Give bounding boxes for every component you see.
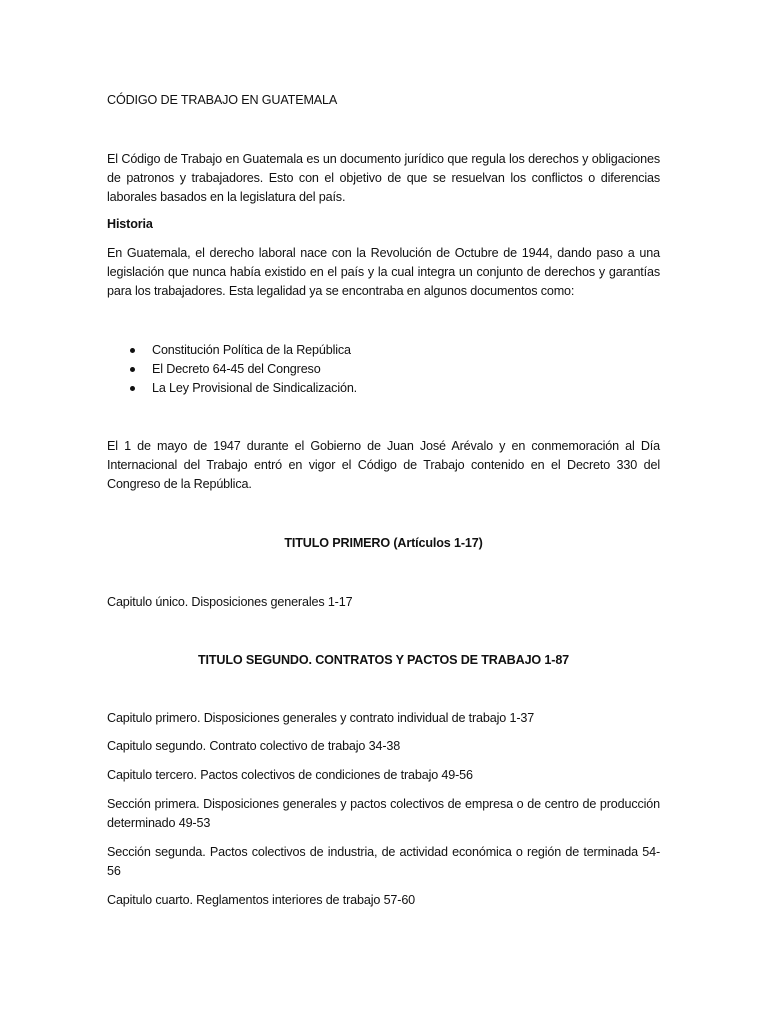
list-item — [128, 360, 648, 379]
list-item — [128, 341, 648, 360]
chapter-four: Capitulo cuarto. Reglamentos interiores de trabajo 57-60 — [107, 893, 416, 907]
section-two: Sección segunda. Pactos colectivos de industria, de actividad económica o región de terminada 54-56 — [107, 845, 660, 878]
list-item-label: La Ley Provisional de Sindicalización. — [152, 381, 358, 395]
chapter-two: Capitulo segundo. Contrato colectivo de trabajo 34-38 — [107, 739, 401, 753]
document-title: CÓDIGO DE TRABAJO EN GUATEMALA — [107, 93, 338, 107]
history-paragraph: En Guatemala, el derecho laboral nace con la Revolución de Octubre de 1944, dando paso a una legislación que nunca había existido en el país y la cual integra un conjunto de derechos y garantías para los trabajadores. Esta legalidad ya se encontraba en algunos documentos como: — [107, 246, 660, 298]
title-two-heading: TITULO SEGUNDO. CONTRATOS Y PACTOS DE TRABAJO 1-87 — [197, 653, 570, 667]
list-item-label: El Decreto 64-45 del Congreso — [152, 362, 321, 376]
chapter-unique: Capitulo único. Disposiciones generales 1-17 — [107, 595, 353, 609]
history-heading: Historia — [107, 217, 153, 231]
list-item — [128, 379, 648, 398]
intro-paragraph: El Código de Trabajo en Guatemala es un documento jurídico que regula los derechos y obligaciones de patronos y trabajadores. Esto con el objetivo de que se resuelvan los conflictos o diferencias laborales basados en la legislatura del país. — [107, 152, 660, 204]
decree-paragraph: El 1 de mayo de 1947 durante el Gobierno de Juan José Arévalo y en conmemoración al Día Internacional del Trabajo entró en vigor el Código de Trabajo contenido en el Decreto 330 del Congreso de la República. — [107, 439, 660, 491]
bullet-icon — [130, 367, 135, 372]
list-item-label: Constitución Política de la República — [152, 343, 351, 357]
bullet-list — [128, 341, 648, 398]
chapter-three: Capitulo tercero. Pactos colectivos de condiciones de trabajo 49-56 — [107, 768, 473, 782]
title-one-heading: TITULO PRIMERO (Artículos 1-17) — [284, 536, 483, 550]
section-one: Sección primera. Disposiciones generales y pactos colectivos de empresa o de centro de producción determinado 49-53 — [107, 797, 660, 830]
bullet-icon — [130, 348, 135, 353]
bullet-icon — [130, 386, 135, 391]
chapter-one: Capitulo primero. Disposiciones generales y contrato individual de trabajo 1-37 — [107, 711, 535, 725]
